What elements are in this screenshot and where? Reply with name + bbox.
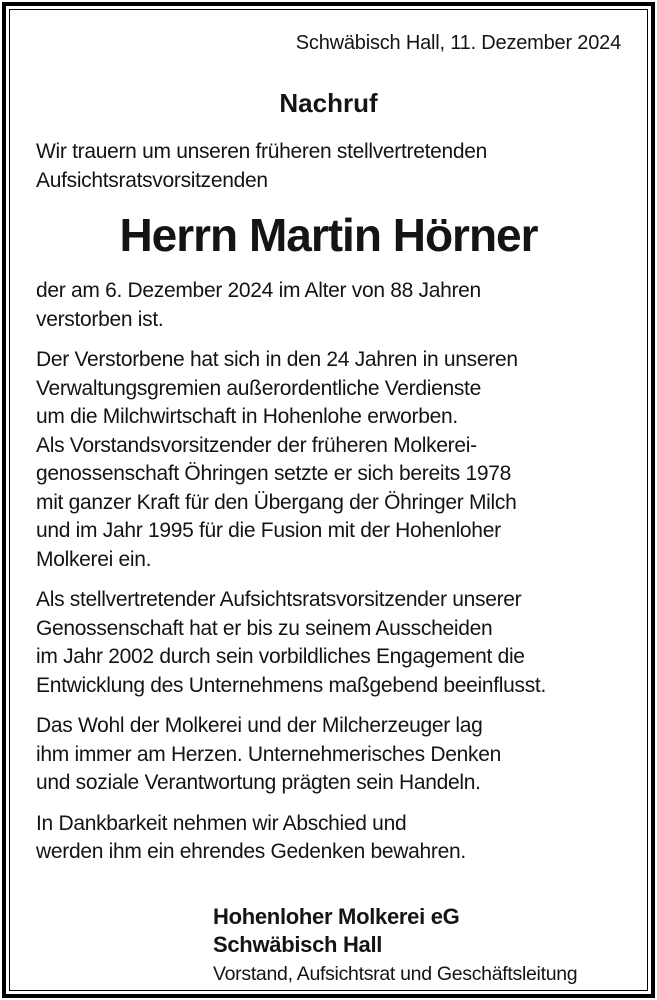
deceased-name: Herrn Martin Hörner bbox=[119, 209, 538, 261]
intro-line: Aufsichtsratsvorsitzenden bbox=[36, 168, 268, 192]
inner-frame bbox=[9, 9, 648, 991]
body-paragraph bbox=[36, 712, 621, 798]
body-paragraph bbox=[36, 277, 621, 334]
intro-line: Wir trauern um unseren früheren stellvertretenden bbox=[36, 140, 488, 163]
body-line: Molkerei ein. bbox=[36, 547, 152, 571]
body-line: Verwaltungsgremien außerordentliche Verdienste bbox=[36, 376, 481, 400]
outer-frame bbox=[2, 2, 655, 998]
body-line: um die Milchwirtschaft in Hohenlohe erworben. bbox=[36, 405, 458, 428]
body-line: genossenschaft Öhringen setzte er sich bereits 1978 bbox=[36, 462, 511, 485]
body-line: verstorben ist. bbox=[36, 307, 164, 331]
body-line: im Jahr 2002 durch sein vorbildliches Engagement die bbox=[36, 645, 525, 668]
body-line: Als Vorstandsvorsitzender der früheren Molkerei- bbox=[36, 433, 477, 457]
body-line: Entwicklung des Unternehmens maßgebend beeinflusst. bbox=[36, 673, 546, 697]
dateline: Schwäbisch Hall, 11. Dezember 2024 bbox=[295, 32, 621, 54]
body-line: ihm immer am Herzen. Unternehmerisches Denken bbox=[36, 742, 501, 766]
body-line: mit ganzer Kraft für den Übergang der Öhringer Milch bbox=[36, 490, 517, 514]
body-line: Als stellvertretender Aufsichtsratsvorsitzender unserer bbox=[36, 588, 522, 611]
signature-roles: Vorstand, Aufsichtsrat und Geschäftsleitung bbox=[213, 962, 578, 985]
body-paragraph bbox=[36, 810, 621, 867]
signature-city: Schwäbisch Hall bbox=[213, 932, 383, 957]
signature-org: Hohenloher Molkerei eG bbox=[213, 903, 460, 929]
notice-title: Nachruf bbox=[279, 88, 378, 118]
body-line: der am 6. Dezember 2024 im Alter von 88 Jahren bbox=[36, 279, 481, 302]
body-line: werden ihm ein ehrendes Gedenken bewahren. bbox=[36, 840, 466, 863]
body-paragraph bbox=[36, 586, 621, 700]
body-line: Das Wohl der Molkerei und der Milcherzeuger lag bbox=[36, 714, 483, 737]
body-line: In Dankbarkeit nehmen wir Abschied und bbox=[36, 811, 407, 835]
signature-block bbox=[213, 903, 621, 989]
body-line: Genossenschaft hat er bis zu seinem Ausscheiden bbox=[36, 616, 493, 640]
intro-paragraph bbox=[36, 138, 621, 195]
body-line: und im Jahr 1995 für die Fusion mit der Hohenloher bbox=[36, 519, 501, 542]
body-line: Der Verstorbene hat sich in den 24 Jahren in unseren bbox=[36, 348, 518, 371]
body-line: und soziale Verantwortung prägten sein Handeln. bbox=[36, 771, 481, 794]
body-paragraph bbox=[36, 346, 621, 574]
